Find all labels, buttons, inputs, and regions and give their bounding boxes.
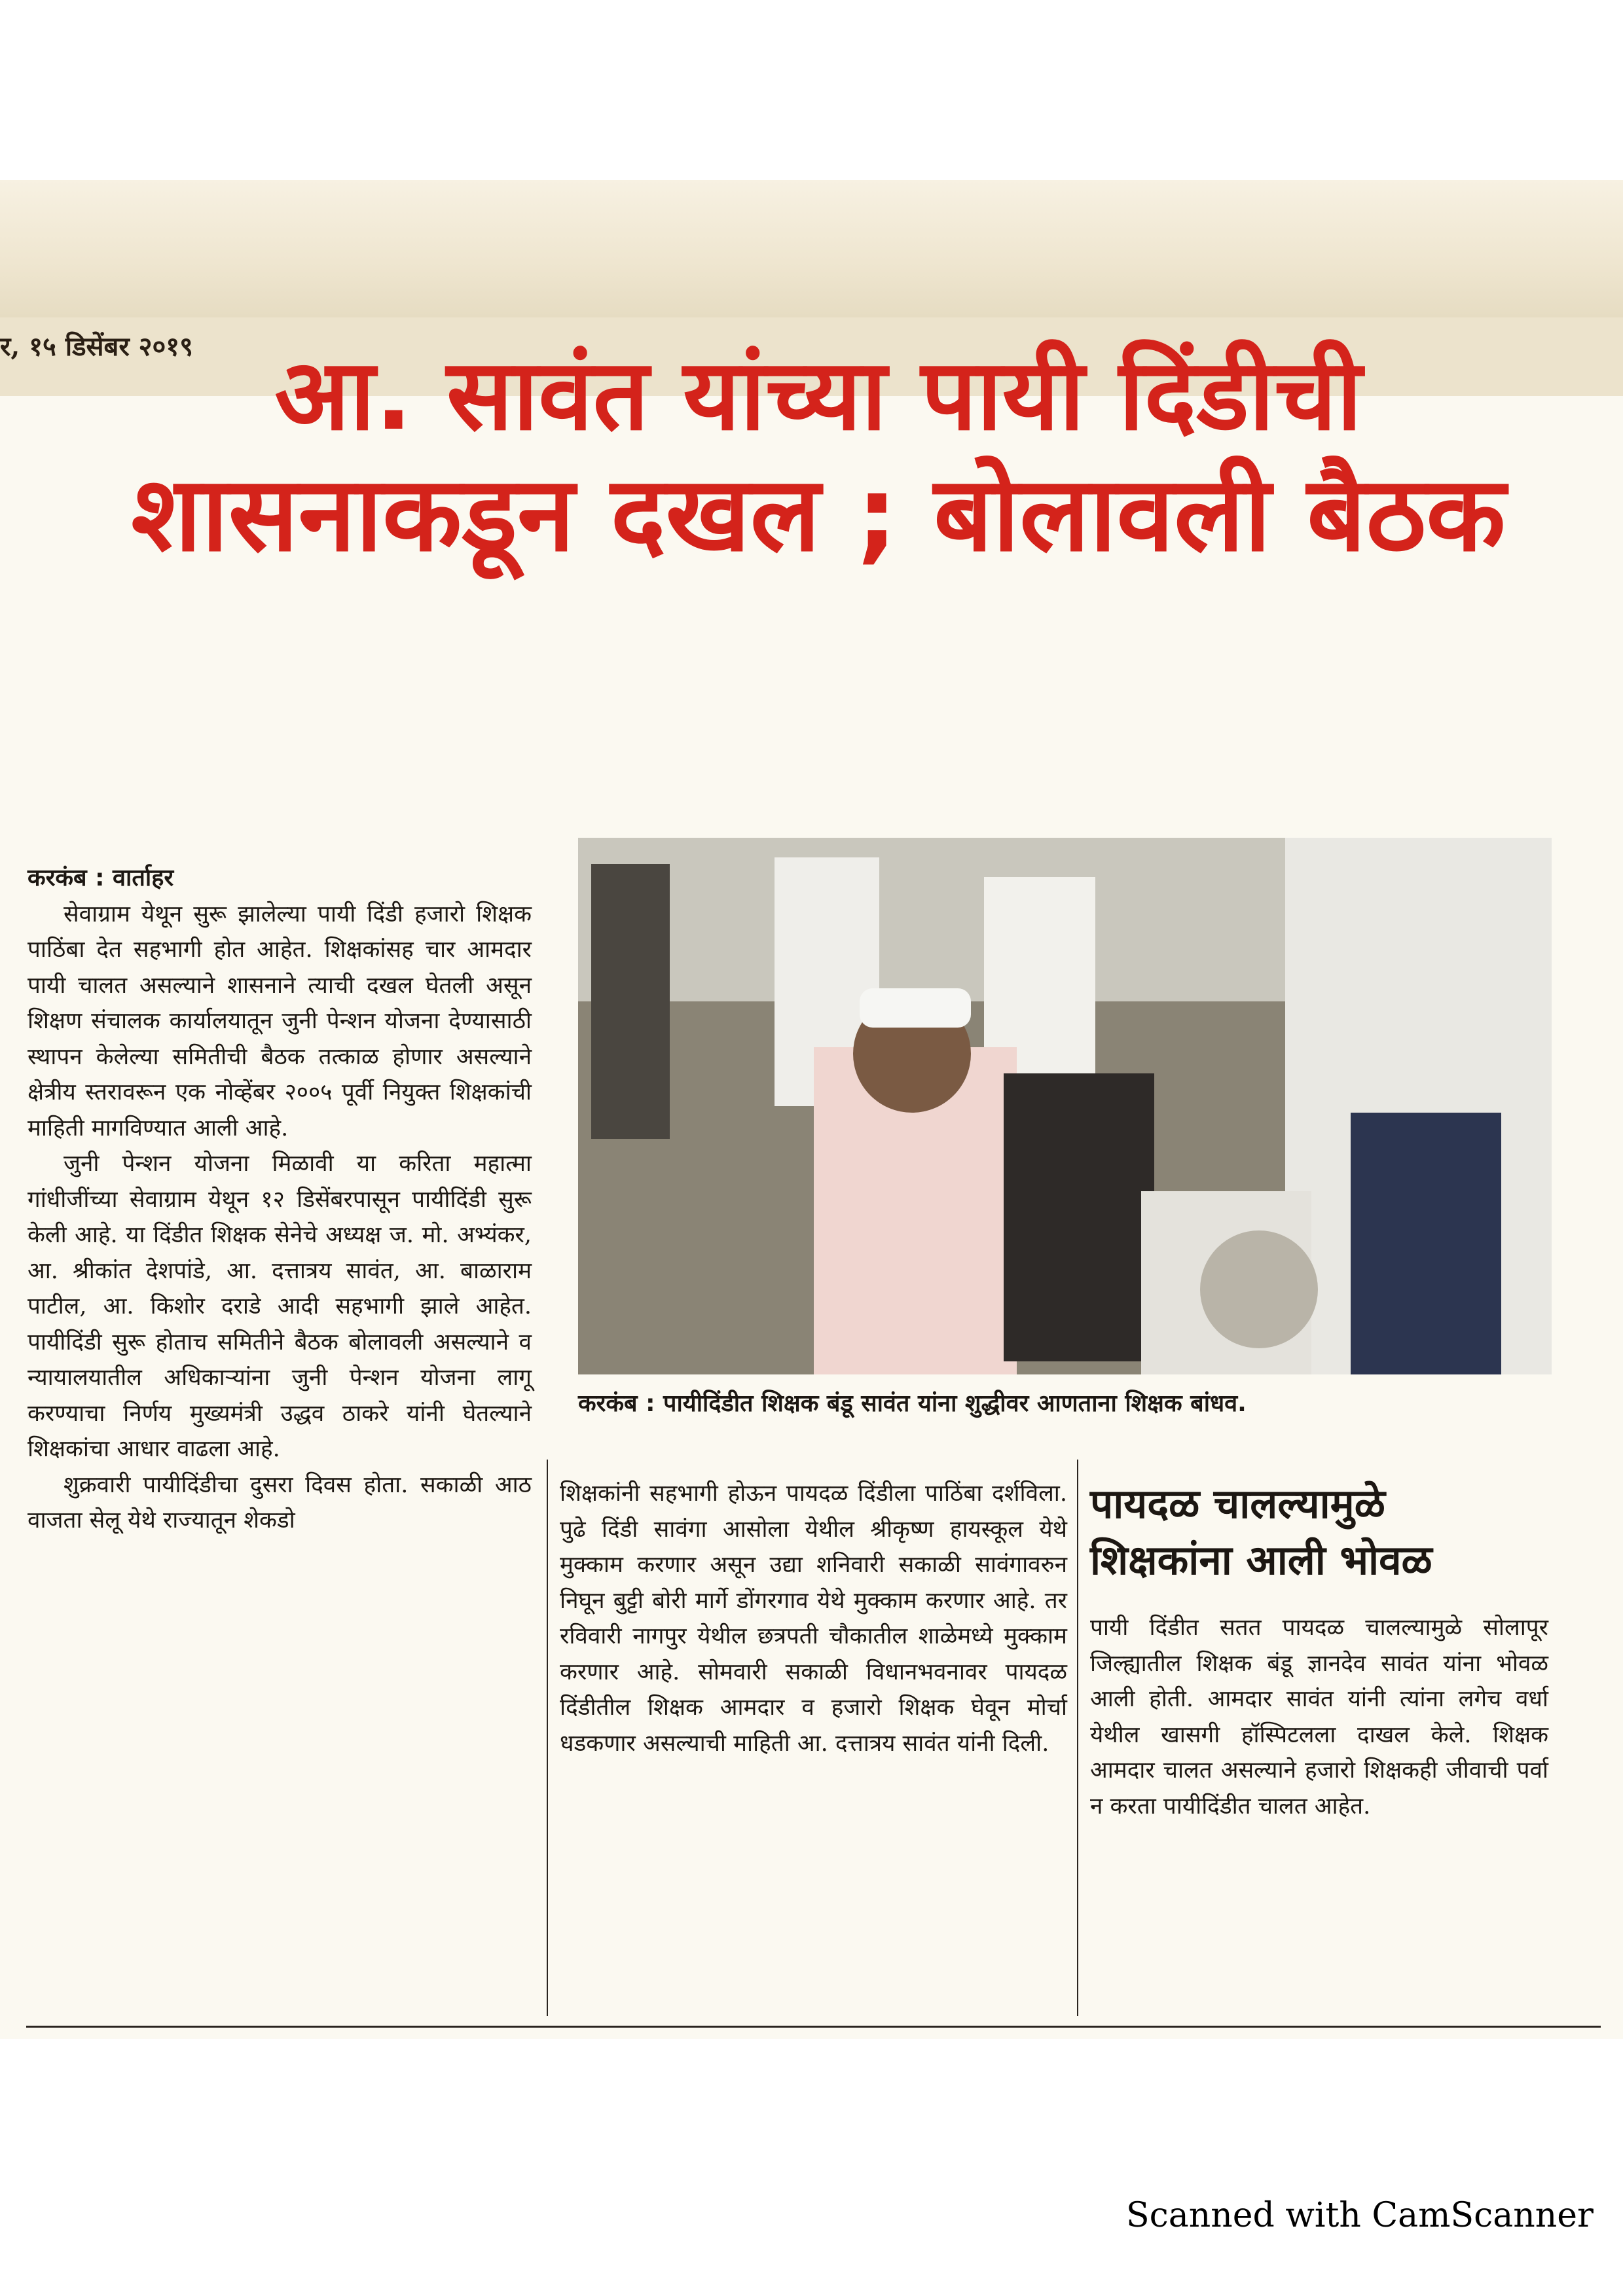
bottom-rule	[26, 2026, 1601, 2028]
photo-caption: करकंब : पायीदिंडीत शिक्षक बंडू सावंत यांना शुद्धीवर आणताना शिक्षक बांधव.	[578, 1390, 1247, 1417]
column-divider	[1077, 1460, 1078, 2016]
sidebar-paragraph: पायी दिंडीत सतत पायदळ चालल्यामुळे सोलापूर जिल्ह्यातील शिक्षक बंडू ज्ञानदेव सावंत यांना भोवळ आली होती. आमदार सावंत यांनी त्यांना लगेच वर्धा येथील खासगी हॉस्पिटलला दाखल केले. शिक्षक आमदार चालत असल्याने हजारो शिक्षकही जीवाची पर्वा न करता पायीदिंडीत चालत आहेत.	[1090, 1615, 1548, 1820]
article-paragraph: शिक्षकांनी सहभागी होऊन पायदळ दिंडीला पाठिंबा दर्शविला. पुढे दिंडी सावंगा आसोला येथील श्रीकृष्ण हायस्कूल येथे मुक्काम करणार असून उद्या शनिवारी सकाळी सावंगावरुन निघून बुट्टी बोरी मार्गे डोंगरगाव येथे मुक्काम करणार आहे. तर रविवारी नागपुर येथील छत्रपती चौकातील शाळेमध्ये मुक्काम करणार आहे. सोमवारी सकाळी विधानभवनावर पायदळ दिंडीतील शिक्षक आमदार व हजारो शिक्षक घेवून मोर्चा धडकणार असल्याची माहिती आ. दत्तात्रय सावंत यांनी दिली.	[560, 1480, 1067, 1757]
photo-illustration	[578, 838, 1552, 1374]
headline-line-2: शासनाकडून दखल ; बोलावली बैठक	[131, 454, 1506, 575]
headline-line-1: आ. सावंत यांच्या पायी दिंडीची	[274, 338, 1362, 452]
article-paragraph: सेवाग्राम येथून सुरू झालेल्या पायी दिंडी हजारो शिक्षक पाठिंबा देत सहभागी होत आहेत. शिक्षकांसह चार आमदार पायी चालत असल्याने शासनाने त्याची दखल घेतली असून शिक्षण संचालक कार्यालयातून जुनी पेन्शन योजना देण्यासाठी स्थापन केलेल्या समितीची बैठक तत्काळ होणार असल्याने क्षेत्रीय स्तरावरून एक नोव्हेंबर २००५ पूर्वी नियुक्त शिक्षकांची माहिती मागविण्यात आली आहे.	[27, 901, 532, 1141]
dateline: र, १५ डिसेंबर २०१९	[0, 331, 193, 362]
column-divider	[547, 1460, 548, 2016]
article-paragraph: जुनी पेन्शन योजना मिळावी या करिता महात्मा गांधीजींच्या सेवाग्राम येथून १२ डिसेंबरपासून पायीदिंडी सुरू केली आहे. या दिंडीत शिक्षक सेनेचे अध्यक्ष ज. मो. अभ्यंकर, आ. श्रीकांत देशपांडे, आ. दत्तात्रय सावंत, आ. बाळाराम पाटील, आ. किशोर दराडे आदी सहभागी झाले आहेत. पायीदिंडी सुरू होताच समितीने बैठक बोलावली असल्याने व न्यायालयातील अधिकाऱ्यांना जुनी पेन्शन योजना लागू करण्याचा निर्णय मुख्यमंत्री उद्धव ठाकरे यांनी घेतल्याने शिक्षकांचा आधार वाढला आहे.	[27, 1151, 532, 1462]
paper-top-band	[0, 180, 1623, 317]
headline	[33, 340, 1604, 573]
news-photo	[578, 838, 1552, 1374]
sidebar-heading-line-1: पायदळ चालल्यामुळे	[1090, 1480, 1385, 1528]
scanner-watermark: Scanned with CamScanner	[1126, 2196, 1594, 2235]
article-column-1	[27, 861, 532, 1539]
sidebar-heading	[1090, 1476, 1561, 1588]
sidebar-heading-line-2: शिक्षकांना आली भोवळ	[1090, 1536, 1432, 1584]
article-paragraph: शुक्रवारी पायीदिंडीचा दुसरा दिवस होता. सकाळी आठ वाजता सेलू येथे राज्यातून शेकडो	[27, 1471, 532, 1534]
article-column-2	[560, 1476, 1067, 1761]
sidebar-body	[1090, 1610, 1548, 1824]
byline: करकंब : वार्ताहर	[27, 865, 174, 891]
